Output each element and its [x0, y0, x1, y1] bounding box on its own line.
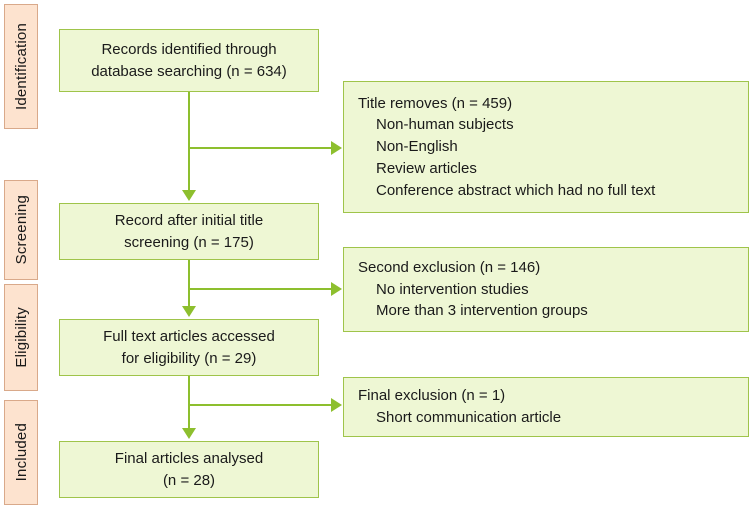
- arrowhead-right-second-exclusion: [331, 282, 342, 296]
- box-second-exclusion-line-3: More than 3 intervention groups: [376, 302, 588, 320]
- box-second-exclusion-line-1: Second exclusion (n = 146): [358, 258, 541, 276]
- box-full-text-articles: [59, 319, 319, 376]
- box-final-articles-analysed-line-2: (n = 28): [162, 471, 216, 489]
- stage-label-identification: [4, 4, 38, 129]
- connector-vertical-screening-to-eligibility: [188, 259, 190, 308]
- connector-vertical-identified-to-screening: [188, 91, 190, 192]
- stage-label-eligibility-text: Eligibility: [12, 307, 30, 368]
- box-full-text-articles-line-1: Full text articles accessed: [103, 327, 275, 345]
- box-title-removes-line-2: Non-human subjects: [376, 116, 514, 134]
- stage-label-eligibility: [4, 284, 38, 391]
- arrowhead-right-final-exclusion: [331, 398, 342, 412]
- box-full-text-articles-line-2: for eligibility (n = 29): [121, 349, 257, 367]
- arrowhead-down-eligibility: [182, 306, 196, 317]
- box-records-identified-line-1: Records identified through: [101, 40, 277, 58]
- stage-label-screening: [4, 180, 38, 280]
- connector-horizontal-final-exclusion: [188, 404, 335, 406]
- box-title-removes-line-3: Non-English: [376, 138, 458, 156]
- box-second-exclusion: [343, 247, 749, 332]
- box-second-exclusion-line-2: No intervention studies: [376, 280, 529, 298]
- box-final-exclusion-line-2: Short communication article: [376, 409, 562, 426]
- box-final-exclusion-line-1: Final exclusion (n = 1): [358, 387, 506, 405]
- stage-label-screening-text: Screening: [12, 195, 30, 265]
- box-record-after-title-screening-line-1: Record after initial title: [114, 211, 264, 229]
- stage-label-included: [4, 400, 38, 505]
- connector-vertical-eligibility-to-included: [188, 375, 190, 430]
- box-title-removes: [343, 81, 749, 213]
- arrowhead-right-title-removes: [331, 141, 342, 155]
- box-final-exclusion: [343, 377, 749, 437]
- box-title-removes-line-1: Title removes (n = 459): [358, 94, 513, 112]
- box-title-removes-line-4: Review articles: [376, 159, 477, 177]
- box-title-removes-line-5: Conference abstract which had no full text: [376, 181, 656, 199]
- arrowhead-down-screening: [182, 190, 196, 201]
- connector-horizontal-title-removes: [188, 147, 335, 149]
- stage-label-identification-text: Identification: [12, 22, 30, 111]
- box-final-articles-analysed: [59, 441, 319, 498]
- box-records-identified: [59, 29, 319, 92]
- box-record-after-title-screening-line-2: screening (n = 175): [124, 233, 254, 251]
- stage-label-included-text: Included: [12, 423, 30, 482]
- box-record-after-title-screening: [59, 203, 319, 260]
- box-final-articles-analysed-line-1: Final articles analysed: [114, 449, 264, 467]
- box-records-identified-line-2: database searching (n = 634): [91, 62, 287, 80]
- arrowhead-down-included: [182, 428, 196, 439]
- connector-horizontal-second-exclusion: [188, 288, 335, 290]
